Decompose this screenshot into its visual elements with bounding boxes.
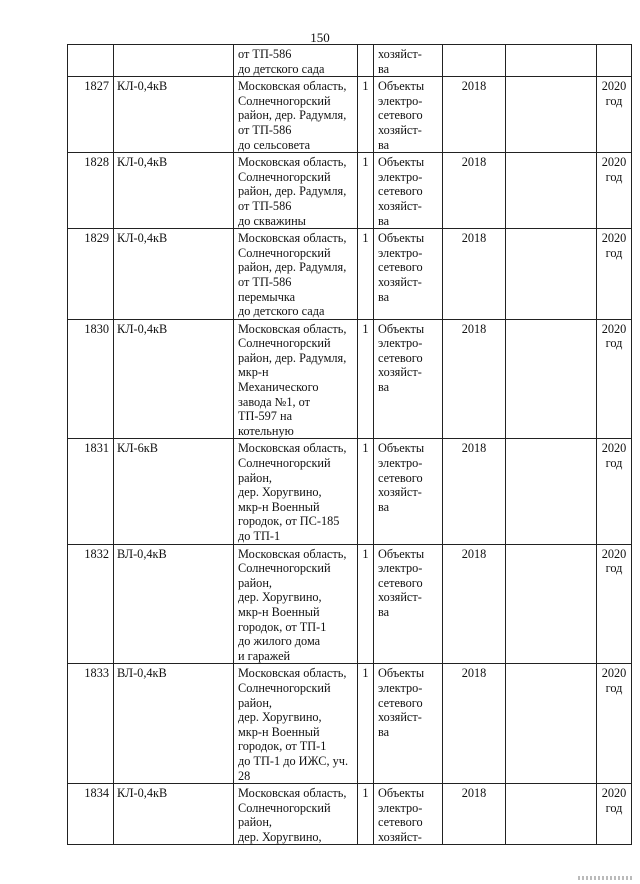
deadline — [597, 784, 632, 845]
empty-cell — [506, 439, 597, 544]
address-line: мкр-н Военный — [238, 499, 320, 514]
address-line: мкр-н Военный — [238, 604, 320, 619]
address — [234, 319, 358, 439]
address-line: завода №1, от — [238, 394, 311, 409]
address-line: до скважины — [238, 213, 306, 228]
address-line: Московская область, — [238, 321, 347, 336]
purpose-line: ва — [378, 499, 390, 514]
address-line: до детского сада — [238, 61, 325, 76]
address — [234, 544, 358, 664]
purpose — [374, 229, 443, 320]
purpose-line: Объекты — [378, 786, 425, 801]
purpose — [374, 544, 443, 664]
deadline-line: 2020 — [601, 231, 627, 246]
purpose-line: Объекты — [378, 441, 425, 456]
address-line: мкр-н — [238, 365, 269, 380]
address-line: район, дер. Радумля, — [238, 108, 347, 123]
year: 2018 — [443, 544, 506, 664]
row-number: 1834 — [68, 784, 114, 845]
row-number: 1828 — [68, 153, 114, 229]
address-line: Солнечногорский — [238, 93, 331, 108]
purpose-line: электро- — [378, 169, 423, 184]
purpose-line: хозяйст- — [378, 47, 422, 61]
quantity: 1 — [358, 77, 374, 153]
deadline-line: год — [605, 169, 623, 184]
year — [443, 45, 506, 77]
deadline-line: 2020 — [601, 666, 627, 681]
line-type: ВЛ-0,4кВ — [114, 664, 234, 784]
address-line: Московская область, — [238, 786, 347, 801]
purpose-line: хозяйст- — [378, 122, 422, 137]
line-type: КЛ-6кВ — [114, 439, 234, 544]
purpose-line: Объекты — [378, 666, 425, 681]
address-line: Московская область, — [238, 231, 347, 246]
purpose-line: хозяйст- — [378, 710, 422, 725]
deadline-line: год — [605, 680, 623, 695]
address-line: дер. Хоругвино, — [238, 485, 322, 500]
purpose-line: электро- — [378, 561, 423, 576]
deadline — [597, 77, 632, 153]
purpose — [374, 664, 443, 784]
purpose — [374, 45, 443, 77]
line-type: КЛ-0,4кВ — [114, 77, 234, 153]
quantity: 1 — [358, 153, 374, 229]
line-type — [114, 45, 234, 77]
purpose-line: хозяйст- — [378, 590, 422, 605]
year: 2018 — [443, 319, 506, 439]
deadline — [597, 319, 632, 439]
purpose — [374, 77, 443, 153]
line-type: КЛ-0,4кВ — [114, 319, 234, 439]
purpose-line: электро- — [378, 336, 423, 351]
deadline — [597, 229, 632, 320]
empty-cell — [506, 544, 597, 664]
address-line: до ТП-1 до ИЖС, уч. — [238, 753, 349, 768]
address-line: до жилого дома — [238, 634, 321, 649]
address-line: Солнечногорский — [238, 456, 331, 471]
purpose — [374, 319, 443, 439]
deadline-line: год — [605, 800, 623, 815]
purpose — [374, 153, 443, 229]
table-row — [68, 319, 632, 439]
deadline — [597, 439, 632, 544]
table-row — [68, 77, 632, 153]
address-line: городок, от ТП-1 — [238, 619, 327, 634]
address-line: до ТП-1 — [238, 529, 281, 543]
address-line: ТП-597 на — [238, 409, 293, 424]
purpose — [374, 784, 443, 845]
empty-cell — [506, 153, 597, 229]
deadline — [597, 544, 632, 664]
deadline-line: год — [605, 336, 623, 351]
page-number: 150 — [310, 30, 330, 45]
address-line: городок, от ТП-1 — [238, 739, 327, 754]
purpose-line: ва — [378, 604, 390, 619]
table-row — [68, 544, 632, 664]
scan-mark — [578, 876, 632, 880]
purpose-line: хозяйст- — [378, 198, 422, 213]
address-line: Солнечногорский — [238, 336, 331, 351]
purpose-line: ва — [378, 213, 390, 228]
year: 2018 — [443, 77, 506, 153]
purpose-line: сетевого — [378, 815, 423, 830]
address-line: 28 — [238, 768, 251, 783]
address-line: Московская область, — [238, 155, 347, 170]
address-line: от ТП-586 — [238, 47, 292, 61]
deadline — [597, 153, 632, 229]
purpose-line: сетевого — [378, 575, 423, 590]
address-line: дер. Хоругвино, — [238, 829, 322, 844]
address-line: Солнечногорский — [238, 680, 331, 695]
address-line: район, дер. Радумля, — [238, 260, 347, 275]
deadline-line: год — [605, 456, 623, 471]
address-line: район, — [238, 470, 272, 485]
address-line: район, дер. Радумля, — [238, 184, 347, 199]
deadline-line: 2020 — [601, 79, 627, 94]
year: 2018 — [443, 153, 506, 229]
purpose-line: сетевого — [378, 184, 423, 199]
address-line: дер. Хоругвино, — [238, 710, 322, 725]
quantity: 1 — [358, 439, 374, 544]
address — [234, 77, 358, 153]
purpose-line: Объекты — [378, 321, 425, 336]
quantity: 1 — [358, 784, 374, 845]
deadline-line: год — [605, 245, 623, 260]
purpose — [374, 439, 443, 544]
quantity: 1 — [358, 229, 374, 320]
address-line: Московская область, — [238, 79, 347, 94]
address-line: Солнечногорский — [238, 800, 331, 815]
purpose-line: хозяйст- — [378, 829, 422, 844]
empty-cell — [506, 319, 597, 439]
year: 2018 — [443, 229, 506, 320]
address-line: котельную — [238, 423, 294, 438]
purpose-line: хозяйст- — [378, 274, 422, 289]
empty-cell — [506, 45, 597, 77]
row-number: 1829 — [68, 229, 114, 320]
address — [234, 439, 358, 544]
address-line: до детского сада — [238, 304, 325, 319]
address-line: городок, от ПС-185 — [238, 514, 340, 529]
purpose-line: электро- — [378, 93, 423, 108]
address-line: район, — [238, 815, 272, 830]
empty-cell — [506, 664, 597, 784]
purpose-line: электро- — [378, 680, 423, 695]
address-line: дер. Хоругвино, — [238, 590, 322, 605]
deadline-line — [597, 62, 631, 77]
purpose-line: Объекты — [378, 79, 425, 94]
purpose-line: ва — [378, 724, 390, 739]
address-line: от ТП-586 — [238, 122, 292, 137]
address — [234, 153, 358, 229]
registry-table-body — [68, 45, 632, 845]
address — [234, 664, 358, 784]
deadline-line: 2020 — [601, 321, 627, 336]
row-number: 1831 — [68, 439, 114, 544]
quantity: 1 — [358, 664, 374, 784]
purpose-line: электро- — [378, 456, 423, 471]
row-number: 1830 — [68, 319, 114, 439]
deadline-line: 2020 — [601, 546, 627, 561]
purpose-line: хозяйст- — [378, 485, 422, 500]
deadline-line: год — [605, 93, 623, 108]
empty-cell — [506, 77, 597, 153]
quantity — [358, 45, 374, 77]
purpose-line: сетевого — [378, 350, 423, 365]
table-row — [68, 439, 632, 544]
address-line: от ТП-586 — [238, 274, 292, 289]
empty-cell — [506, 784, 597, 845]
address-line: район, дер. Радумля, — [238, 350, 347, 365]
purpose-line: электро- — [378, 800, 423, 815]
purpose-line: хозяйст- — [378, 365, 422, 380]
table-row — [68, 664, 632, 784]
row-number: 1832 — [68, 544, 114, 664]
purpose-line: сетевого — [378, 108, 423, 123]
address-line: мкр-н Военный — [238, 724, 320, 739]
row-number: 1827 — [68, 77, 114, 153]
quantity: 1 — [358, 544, 374, 664]
purpose-line: ва — [378, 380, 390, 395]
purpose-line: Объекты — [378, 546, 425, 561]
address-line: Солнечногорский — [238, 561, 331, 576]
address-line: Московская область, — [238, 666, 347, 681]
address — [234, 45, 358, 77]
purpose-line: Объекты — [378, 155, 425, 170]
address-line: и гаражей — [238, 648, 291, 663]
table-row — [68, 229, 632, 320]
purpose-line: ва — [378, 137, 390, 152]
address — [234, 784, 358, 845]
empty-cell — [506, 229, 597, 320]
deadline-line: 2020 — [601, 441, 627, 456]
year: 2018 — [443, 439, 506, 544]
deadline-line — [597, 47, 631, 62]
row-number: 1833 — [68, 664, 114, 784]
address-line: Солнечногорский — [238, 169, 331, 184]
address-line: от ТП-586 — [238, 198, 292, 213]
purpose-line: электро- — [378, 245, 423, 260]
year: 2018 — [443, 664, 506, 784]
purpose-line: сетевого — [378, 260, 423, 275]
address-line: перемычка — [238, 289, 296, 304]
deadline-line: 2020 — [601, 155, 627, 170]
line-type: КЛ-0,4кВ — [114, 784, 234, 845]
deadline-line: 2020 — [601, 786, 627, 801]
line-type: ВЛ-0,4кВ — [114, 544, 234, 664]
line-type: КЛ-0,4кВ — [114, 229, 234, 320]
purpose-line: ва — [378, 289, 390, 304]
purpose-line: Объекты — [378, 231, 425, 246]
registry-table — [67, 44, 632, 845]
address-line: до сельсовета — [238, 137, 311, 152]
deadline-line: год — [605, 561, 623, 576]
line-type: КЛ-0,4кВ — [114, 153, 234, 229]
address-line: Солнечногорский — [238, 245, 331, 260]
table-row — [68, 784, 632, 845]
address-line: Механического — [238, 380, 319, 395]
purpose-line: ва — [378, 61, 390, 76]
row-number — [68, 45, 114, 77]
address — [234, 229, 358, 320]
deadline — [597, 45, 632, 77]
address-line: район, — [238, 575, 272, 590]
quantity: 1 — [358, 319, 374, 439]
deadline — [597, 664, 632, 784]
address-line: Московская область, — [238, 441, 347, 456]
purpose-line: сетевого — [378, 470, 423, 485]
purpose-line: сетевого — [378, 695, 423, 710]
table-row — [68, 153, 632, 229]
year: 2018 — [443, 784, 506, 845]
address-line: район, — [238, 695, 272, 710]
address-line: Московская область, — [238, 546, 347, 561]
table-row — [68, 45, 632, 77]
